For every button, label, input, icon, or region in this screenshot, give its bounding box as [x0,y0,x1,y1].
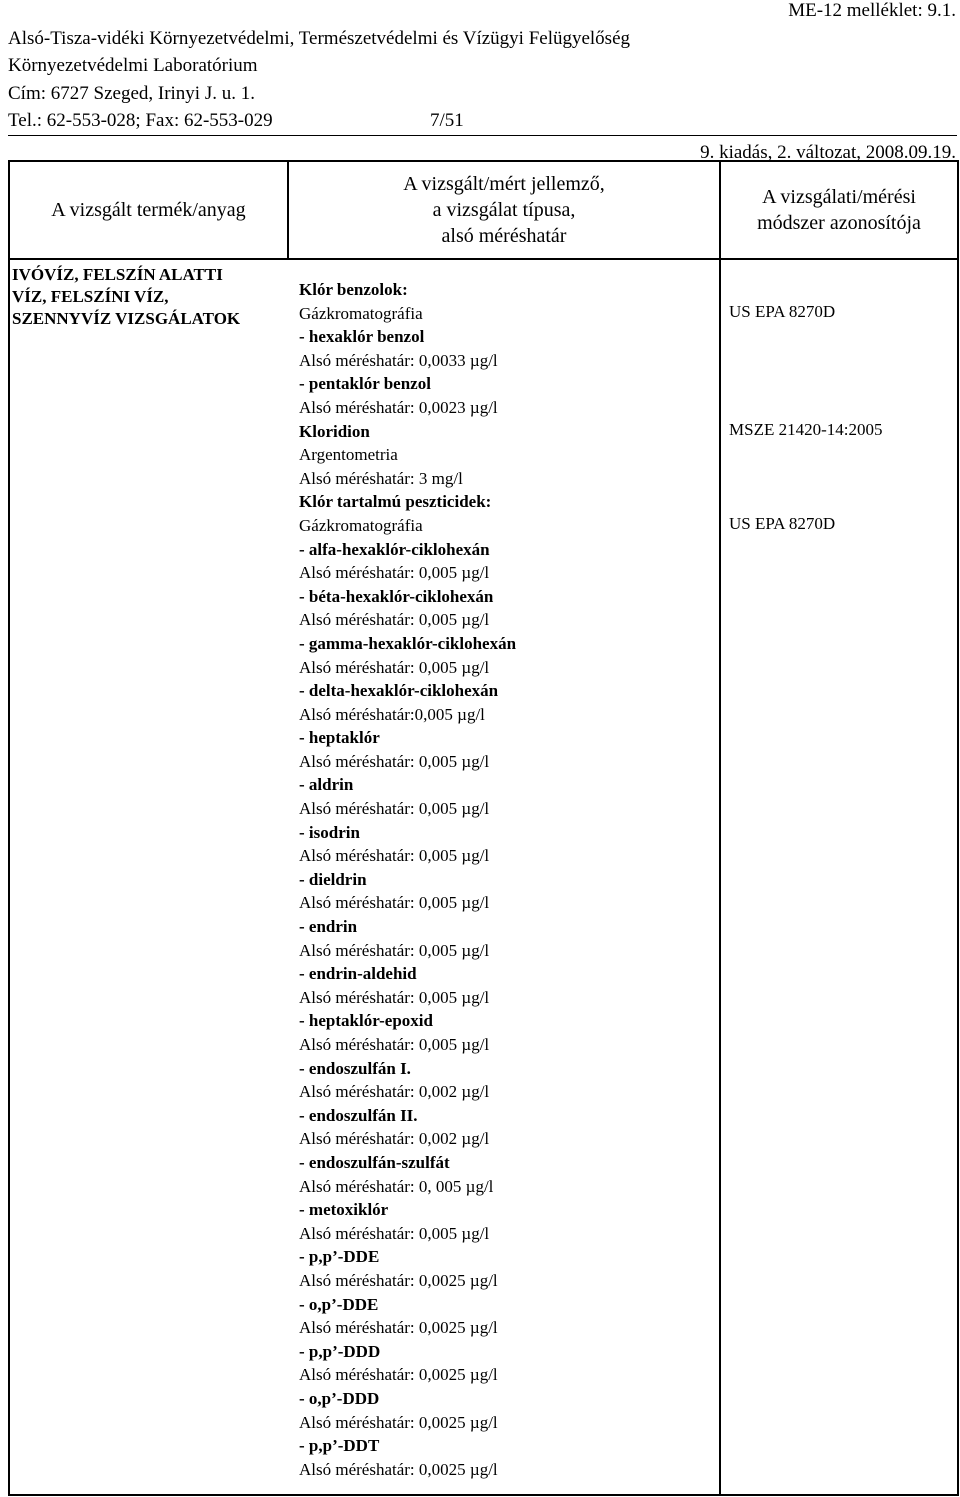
parameter-detail: Alsó méréshatár: 0,005 µg/l [299,751,490,771]
parameter-name: - béta-hexaklór-ciklohexán [299,586,494,606]
parameter-name: - endoszulfán I. [299,1058,411,1078]
parameter-detail: Alsó méréshatár: 0,002 µg/l [299,1082,490,1102]
parameter-detail: Alsó méréshatár: 0,005 µg/l [299,563,490,583]
parameter-name: - endrin [299,917,358,937]
parameter-detail: Gázkromatográfia [299,515,423,535]
parameter-name: - dieldrin [299,869,367,889]
col-header-method: A vizsgálati/mérési módszer azonosítója [720,161,958,259]
parameter-name: - p,p’-DDD [299,1341,381,1361]
parameter-name: - pentaklór benzol [299,374,431,394]
parameter-name: - isodrin [299,822,360,842]
parameter-detail: Alsó méréshatár: 0,0033 µg/l [299,350,498,370]
parameter-name: - delta-hexaklór-ciklohexán [299,681,499,701]
product-name: IVÓVÍZ, FELSZÍN ALATTI VÍZ, FELSZÍNI VÍZ, SZENNYVÍZ VIZSGÁLATOK [12,265,241,328]
parameter-detail: Alsó méréshatár: 0,005 µg/l [299,610,490,630]
parameter-detail: Alsó méréshatár: 0,005 µg/l [299,846,490,866]
method-id: US EPA 8270D [729,301,836,321]
col-header-product: A vizsgált termék/anyag [9,161,288,259]
parameter-name: - metoxiklór [299,1200,389,1220]
parameter-name: - aldrin [299,775,354,795]
test-table [8,160,959,1496]
method-id: MSZE 21420-14:2005 [729,419,883,439]
parameter-name: - o,p’-DDE [299,1294,379,1314]
parameter-detail: Alsó méréshatár: 0,0025 µg/l [299,1270,498,1290]
header-divider [8,135,957,136]
parameter-detail: Alsó méréshatár: 0, 005 µg/l [299,1176,494,1196]
parameter-name: - p,p’-DDE [299,1247,380,1267]
parameter-detail: Alsó méréshatár: 3 mg/l [299,468,463,488]
parameter-name: Kloridion [299,421,370,441]
table-header-row [9,161,958,259]
parameter-detail: Alsó méréshatár: 0,0025 µg/l [299,1365,498,1385]
parameter-name: - alfa-hexaklór-ciklohexán [299,539,490,559]
parameter-detail: Alsó méréshatár: 0,005 µg/l [299,987,490,1007]
parameter-detail: Alsó méréshatár: 0,005 µg/l [299,893,490,913]
parameter-detail: Alsó méréshatár: 0,0025 µg/l [299,1318,498,1338]
parameter-detail: Alsó méréshatár: 0,002 µg/l [299,1129,490,1149]
annex-label: ME-12 melléklet: 9.1. [788,0,956,21]
page-number: 7/51 [430,110,464,131]
parameter-name: - heptaklór-epoxid [299,1011,433,1031]
method-column [720,259,958,1495]
parameter-detail: Alsó méréshatár:0,005 µg/l [299,704,485,724]
parameter-detail: Gázkromatográfia [299,303,423,323]
parameter-detail: Alsó méréshatár: 0,0025 µg/l [299,1412,498,1432]
col-header-parameter: A vizsgált/mért jellemző, a vizsgálat típusa, alsó méréshatár [288,161,720,259]
parameter-list-wrap [10,260,719,1481]
parameter-detail: Alsó méréshatár: 0,005 µg/l [299,657,490,677]
organization-name: Alsó-Tisza-vidéki Környezetvédelmi, Természetvédelmi és Vízügyi Felügyelőség [8,28,631,49]
edition-info: 9. kiadás, 2. változat, 2008.09.19. [700,142,956,163]
parameter-list [299,278,719,1481]
laboratory-name: Környezetvédelmi Laboratórium [8,55,258,76]
parameter-detail: Alsó méréshatár: 0,0023 µg/l [299,397,498,417]
parameter-name: - gamma-hexaklór-ciklohexán [299,633,517,653]
parameter-name: - hexaklór benzol [299,327,425,347]
parameter-detail: Argentometria [299,445,398,465]
parameter-name: Klór benzolok: [299,280,408,299]
parameter-name: - endoszulfán II. [299,1105,418,1125]
method-id: US EPA 8270D [729,514,836,533]
parameter-detail: Alsó méréshatár: 0,005 µg/l [299,1223,490,1243]
parameter-name: Klór tartalmú peszticidek: [299,492,492,512]
parameter-detail: Alsó méréshatár: 0,005 µg/l [299,799,490,819]
address: Cím: 6727 Szeged, Irinyi J. u. 1. [8,83,255,104]
parameter-name: - heptaklór [299,728,380,748]
parameter-name: - p,p’-DDT [299,1436,380,1456]
parameter-name: - endoszulfán-szulfát [299,1152,450,1172]
parameter-detail: Alsó méréshatár: 0,005 µg/l [299,1035,490,1054]
parameter-name: - o,p’-DDD [299,1388,380,1408]
table-row [9,259,958,1495]
phone-fax: Tel.: 62-553-028; Fax: 62-553-029 [8,110,273,131]
parameter-detail: Alsó méréshatár: 0,0025 µg/l [299,1459,498,1479]
parameter-detail: Alsó méréshatár: 0,005 µg/l [299,940,490,960]
parameter-name: - endrin-aldehid [299,964,417,984]
